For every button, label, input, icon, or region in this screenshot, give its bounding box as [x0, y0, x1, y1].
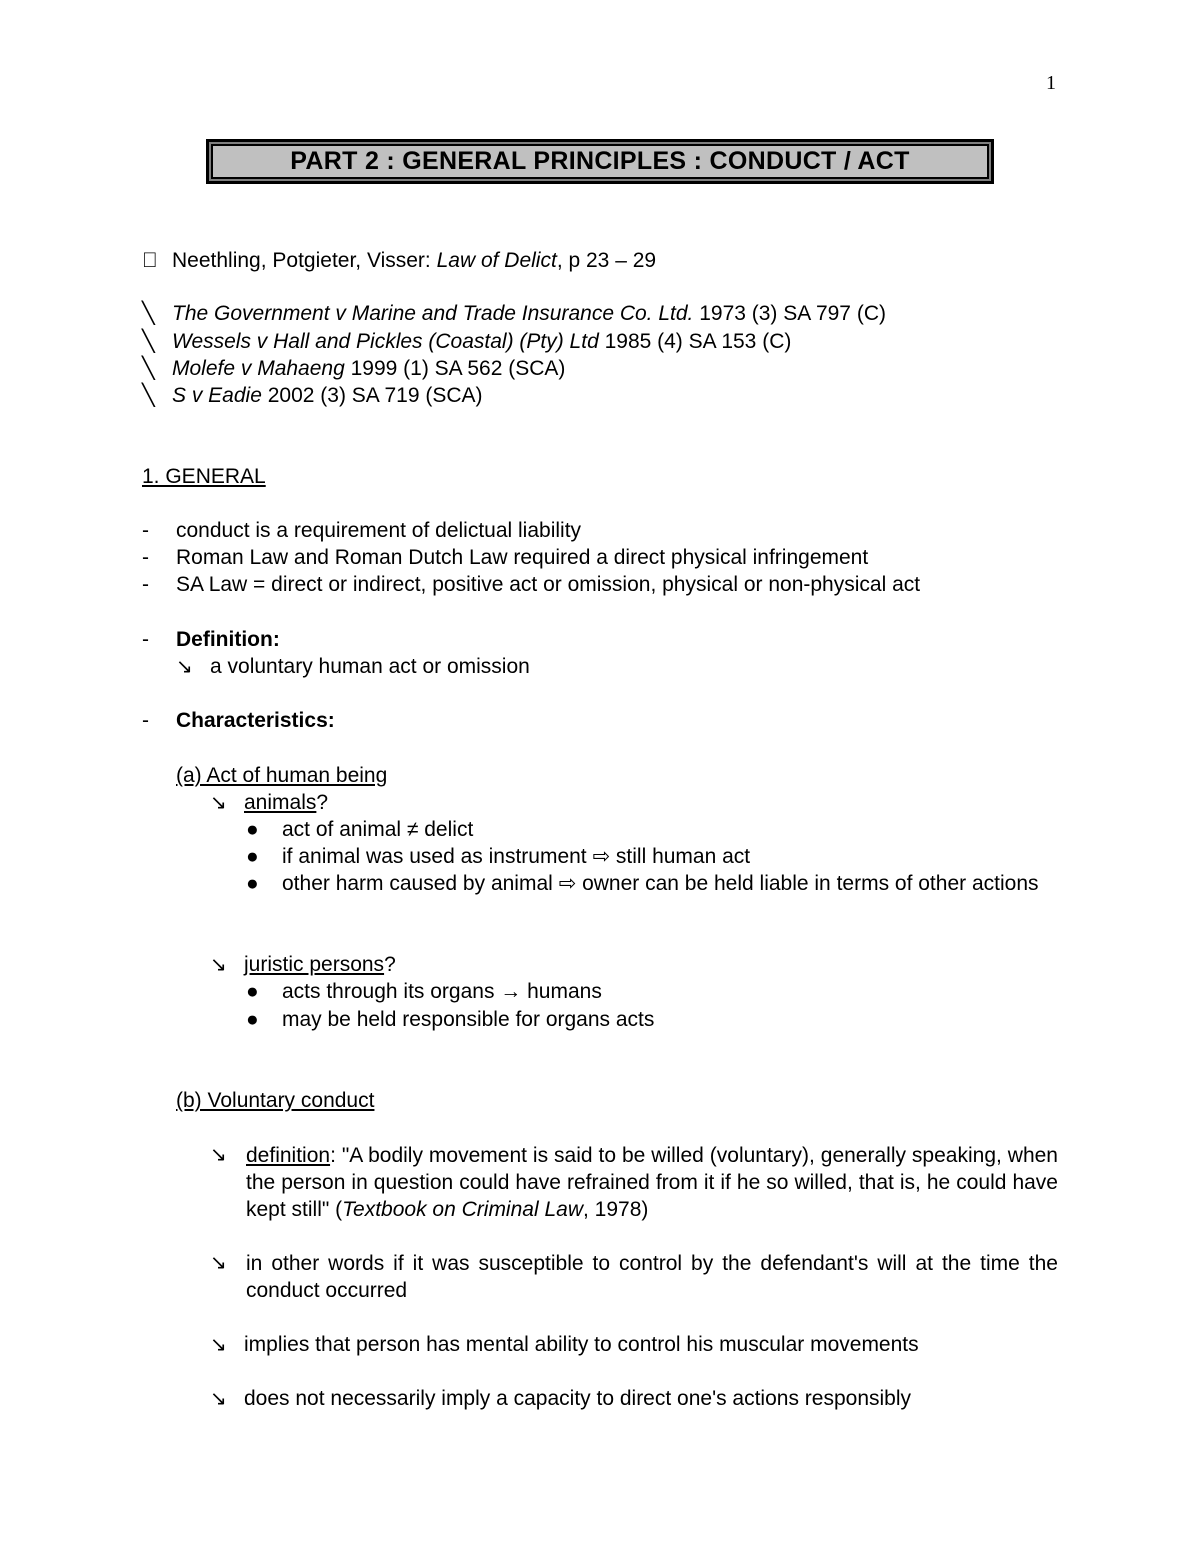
bullet-text: if animal was used as instrument ⇨ still human act — [282, 845, 751, 868]
bullet-text: act of animal ≠ delict — [282, 818, 474, 841]
definition-term: definition — [246, 1144, 331, 1167]
list-item-text: conduct is a requirement of delictual liability — [176, 519, 582, 542]
bullet-item — [246, 1006, 654, 1033]
subsection-heading-b: (b) Voluntary conduct — [176, 1089, 375, 1112]
gavel-icon: ╲ — [142, 302, 155, 325]
arrow-icon: ↘ — [210, 1388, 227, 1410]
voluntary-definition — [210, 1142, 1058, 1223]
reference-book: Law of Delict — [436, 249, 557, 272]
voluntary-point-text: does not necessarily imply a capacity to direct one's actions responsibly — [244, 1387, 912, 1410]
case-name: S v Eadie — [172, 384, 262, 407]
voluntary-point-text: in other words if it was susceptible to control by the defendant's will at the time the conduct occurred — [246, 1252, 1058, 1302]
bullet-icon: ● — [246, 818, 259, 841]
gavel-icon: ╲ — [142, 357, 155, 380]
case-citation: 2002 (3) SA 719 (SCA) — [261, 384, 483, 407]
case-item — [142, 300, 886, 327]
arrow-icon: ↘ — [210, 1334, 227, 1356]
bullet-item — [246, 843, 750, 870]
case-item — [142, 328, 791, 355]
dash-marker: - — [142, 546, 149, 569]
list-item — [142, 571, 920, 598]
list-item-text: Roman Law and Roman Dutch Law required a direct physical infringement — [176, 546, 869, 569]
bullet-text: acts through its organs → humans — [282, 980, 602, 1003]
dash-marker: - — [142, 519, 149, 542]
list-item — [142, 544, 868, 571]
definition-quote: : "A bodily movement is said to be willed (voluntary), generally speaking, when the person in question could have refrained from it if he so willed, that is, he could have kept still" ( — [246, 1144, 1058, 1221]
arrow-icon: ↘ — [176, 656, 193, 678]
characteristics-label: Characteristics: — [176, 709, 335, 732]
definition-text: a voluntary human act or omission — [210, 655, 530, 678]
voluntary-point — [210, 1385, 911, 1413]
bullet-text: other harm caused by animal ⇨ owner can be held liable in terms of other actions — [282, 872, 1039, 895]
voluntary-definition-text — [246, 1142, 1058, 1223]
question-mark: ? — [316, 791, 329, 814]
definition-item — [142, 626, 280, 653]
subsection-heading-a: (a) Act of human being — [176, 764, 388, 787]
voluntary-point — [210, 1331, 919, 1359]
characteristics-item — [142, 707, 335, 734]
book-icon — [142, 247, 172, 274]
section-heading: 1. GENERAL — [142, 465, 266, 488]
list-item-text: SA Law = direct or indirect, positive act or omission, physical or non-physical act — [176, 573, 921, 596]
reference-line — [142, 247, 656, 274]
animals-label: animals — [244, 791, 317, 814]
juristic-row — [210, 951, 396, 979]
definition-year: , 1978) — [582, 1198, 649, 1221]
case-citation: 1985 (4) SA 153 (C) — [598, 330, 792, 353]
bullet-icon: ● — [246, 845, 259, 868]
arrow-icon: ↘ — [210, 1252, 227, 1274]
title-box — [206, 139, 994, 184]
voluntary-point-text: implies that person has mental ability to control his muscular movements — [244, 1333, 919, 1356]
gavel-icon: ╲ — [142, 330, 155, 353]
bullet-text: may be held responsible for organs acts — [282, 1008, 655, 1031]
animals-row — [210, 789, 328, 817]
definition-label: Definition: — [176, 628, 280, 651]
voluntary-point — [210, 1250, 1058, 1304]
arrow-icon: ↘ — [210, 1144, 227, 1166]
case-name: Molefe v Mahaeng — [172, 357, 345, 380]
dash-marker: - — [142, 628, 149, 651]
case-name: Wessels v Hall and Pickles (Coastal) (Pty) Ltd — [172, 330, 599, 353]
bullet-icon: ● — [246, 980, 259, 1003]
reference-authors: Neethling, Potgieter, Visser: — [172, 249, 437, 272]
juristic-label: juristic persons — [244, 953, 385, 976]
arrow-icon: ↘ — [210, 792, 227, 814]
reference-pages: , p 23 – 29 — [556, 249, 657, 272]
definition-source: Textbook on Criminal Law — [342, 1198, 583, 1221]
bullet-icon: ● — [246, 1008, 259, 1031]
bullet-item — [246, 870, 1058, 897]
gavel-icon: ╲ — [142, 384, 155, 407]
dash-marker: - — [142, 709, 149, 732]
page-number: 1 — [1046, 72, 1056, 94]
case-citation: 1999 (1) SA 562 (SCA) — [344, 357, 566, 380]
case-name: The Government v Marine and Trade Insurance Co. Ltd. — [172, 302, 694, 325]
case-item — [142, 355, 565, 382]
case-citation: 1973 (3) SA 797 (C) — [693, 302, 886, 325]
dash-marker: - — [142, 573, 149, 596]
bullet-item — [246, 816, 473, 843]
arrow-icon: ↘ — [210, 954, 227, 976]
list-item — [142, 517, 581, 544]
page-title: PART 2 : GENERAL PRINCIPLES : CONDUCT / ACT — [211, 144, 989, 179]
bullet-icon: ● — [246, 872, 259, 895]
bullet-item — [246, 978, 602, 1005]
question-mark: ? — [384, 953, 396, 976]
case-item — [142, 382, 483, 409]
definition-text-row — [176, 653, 530, 681]
